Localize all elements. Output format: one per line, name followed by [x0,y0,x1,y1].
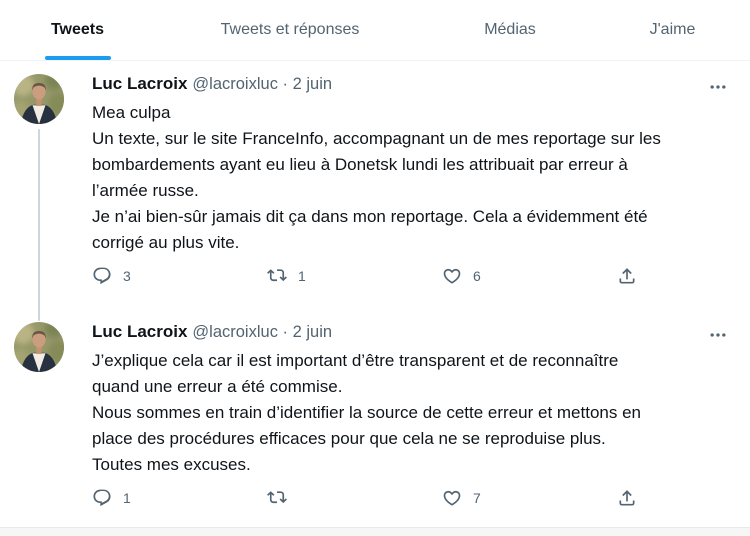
retweet-arrows-icon [267,488,287,508]
tweet-header [92,322,728,346]
tweet-text-line: Je n’ai bien-sûr jamais dit ça dans mon reportage. Cela a évidemment été [92,207,648,226]
share-button[interactable] [617,488,637,508]
like-button[interactable] [442,488,481,508]
avatar[interactable] [14,322,64,372]
retweet-button[interactable] [267,488,306,508]
tab-tweets-replies-label: Tweets et réponses [220,21,360,38]
retweet-count: 1 [298,268,306,284]
tweet-2[interactable] [0,306,750,528]
more-options-button[interactable] [706,324,730,348]
tab-likes[interactable] [595,0,750,60]
heart-outline-icon [442,266,462,286]
reply-bubble-icon [92,488,112,508]
tweet-action-bar [92,266,637,306]
tweet-header [92,74,728,98]
tweet-text-line: Toutes mes excuses. [92,455,251,474]
tweet-text-line: quand une erreur a été commise. [92,377,343,396]
retweet-button[interactable] [267,266,306,286]
tweet-text [92,348,728,478]
like-count: 6 [473,268,481,284]
more-ellipsis-icon [708,325,728,345]
tweet-text-line: Nous sommes en train d’identifier la source de cette erreur et mettons en [92,403,641,422]
author-name[interactable]: Luc Lacroix [92,322,188,341]
tweet-text [92,100,728,256]
author-handle-date[interactable]: @lacroixluc · 2 juin [192,75,333,93]
reply-count: 3 [123,268,131,284]
tab-tweets-replies[interactable] [155,0,425,60]
profile-tabbar [0,0,750,61]
share-arrow-up-icon [617,488,637,508]
tab-tweets-label: Tweets [50,21,105,38]
heart-outline-icon [442,488,462,508]
share-arrow-up-icon [617,266,637,286]
tweet-text-line: Un texte, sur le site FranceInfo, accompagnant un de mes reportage sur les [92,129,661,148]
reply-button[interactable] [92,266,131,286]
reply-button[interactable] [92,488,131,508]
tweet-text-line: Mea culpa [92,103,171,122]
profile-photo-illustration [14,322,64,372]
reply-count: 1 [123,490,131,506]
tab-medias-label: Médias [484,21,536,38]
profile-photo-illustration [14,74,64,124]
tab-likes-label: J'aime [649,21,696,38]
like-button[interactable] [442,266,481,286]
tweet-text-line: l’armée russe. [92,181,199,200]
next-section-divider [0,527,750,536]
tweet-text-line: corrigé au plus vite. [92,233,240,252]
active-tab-underline [45,56,111,60]
tab-medias[interactable] [425,0,595,60]
tweet-1[interactable] [0,61,750,306]
share-button[interactable] [617,266,637,286]
tweet-text-line: J’explique cela car il est important d’être transparent et de reconnaître [92,351,619,370]
more-options-button[interactable] [706,76,730,100]
author-name[interactable]: Luc Lacroix [92,74,188,93]
reply-bubble-icon [92,266,112,286]
tweet-text-line: place des procédures efficaces pour que cela ne se reproduise plus. [92,429,606,448]
tab-tweets[interactable] [0,0,155,60]
tweet-action-bar [92,488,637,528]
retweet-arrows-icon [267,266,287,286]
author-handle-date[interactable]: @lacroixluc · 2 juin [192,323,333,341]
avatar[interactable] [14,74,64,124]
like-count: 7 [473,490,481,506]
tweet-text-line: bombardements ayant eu lieu à Donetsk lundi les attribuait par erreur à [92,155,628,174]
more-ellipsis-icon [708,77,728,97]
